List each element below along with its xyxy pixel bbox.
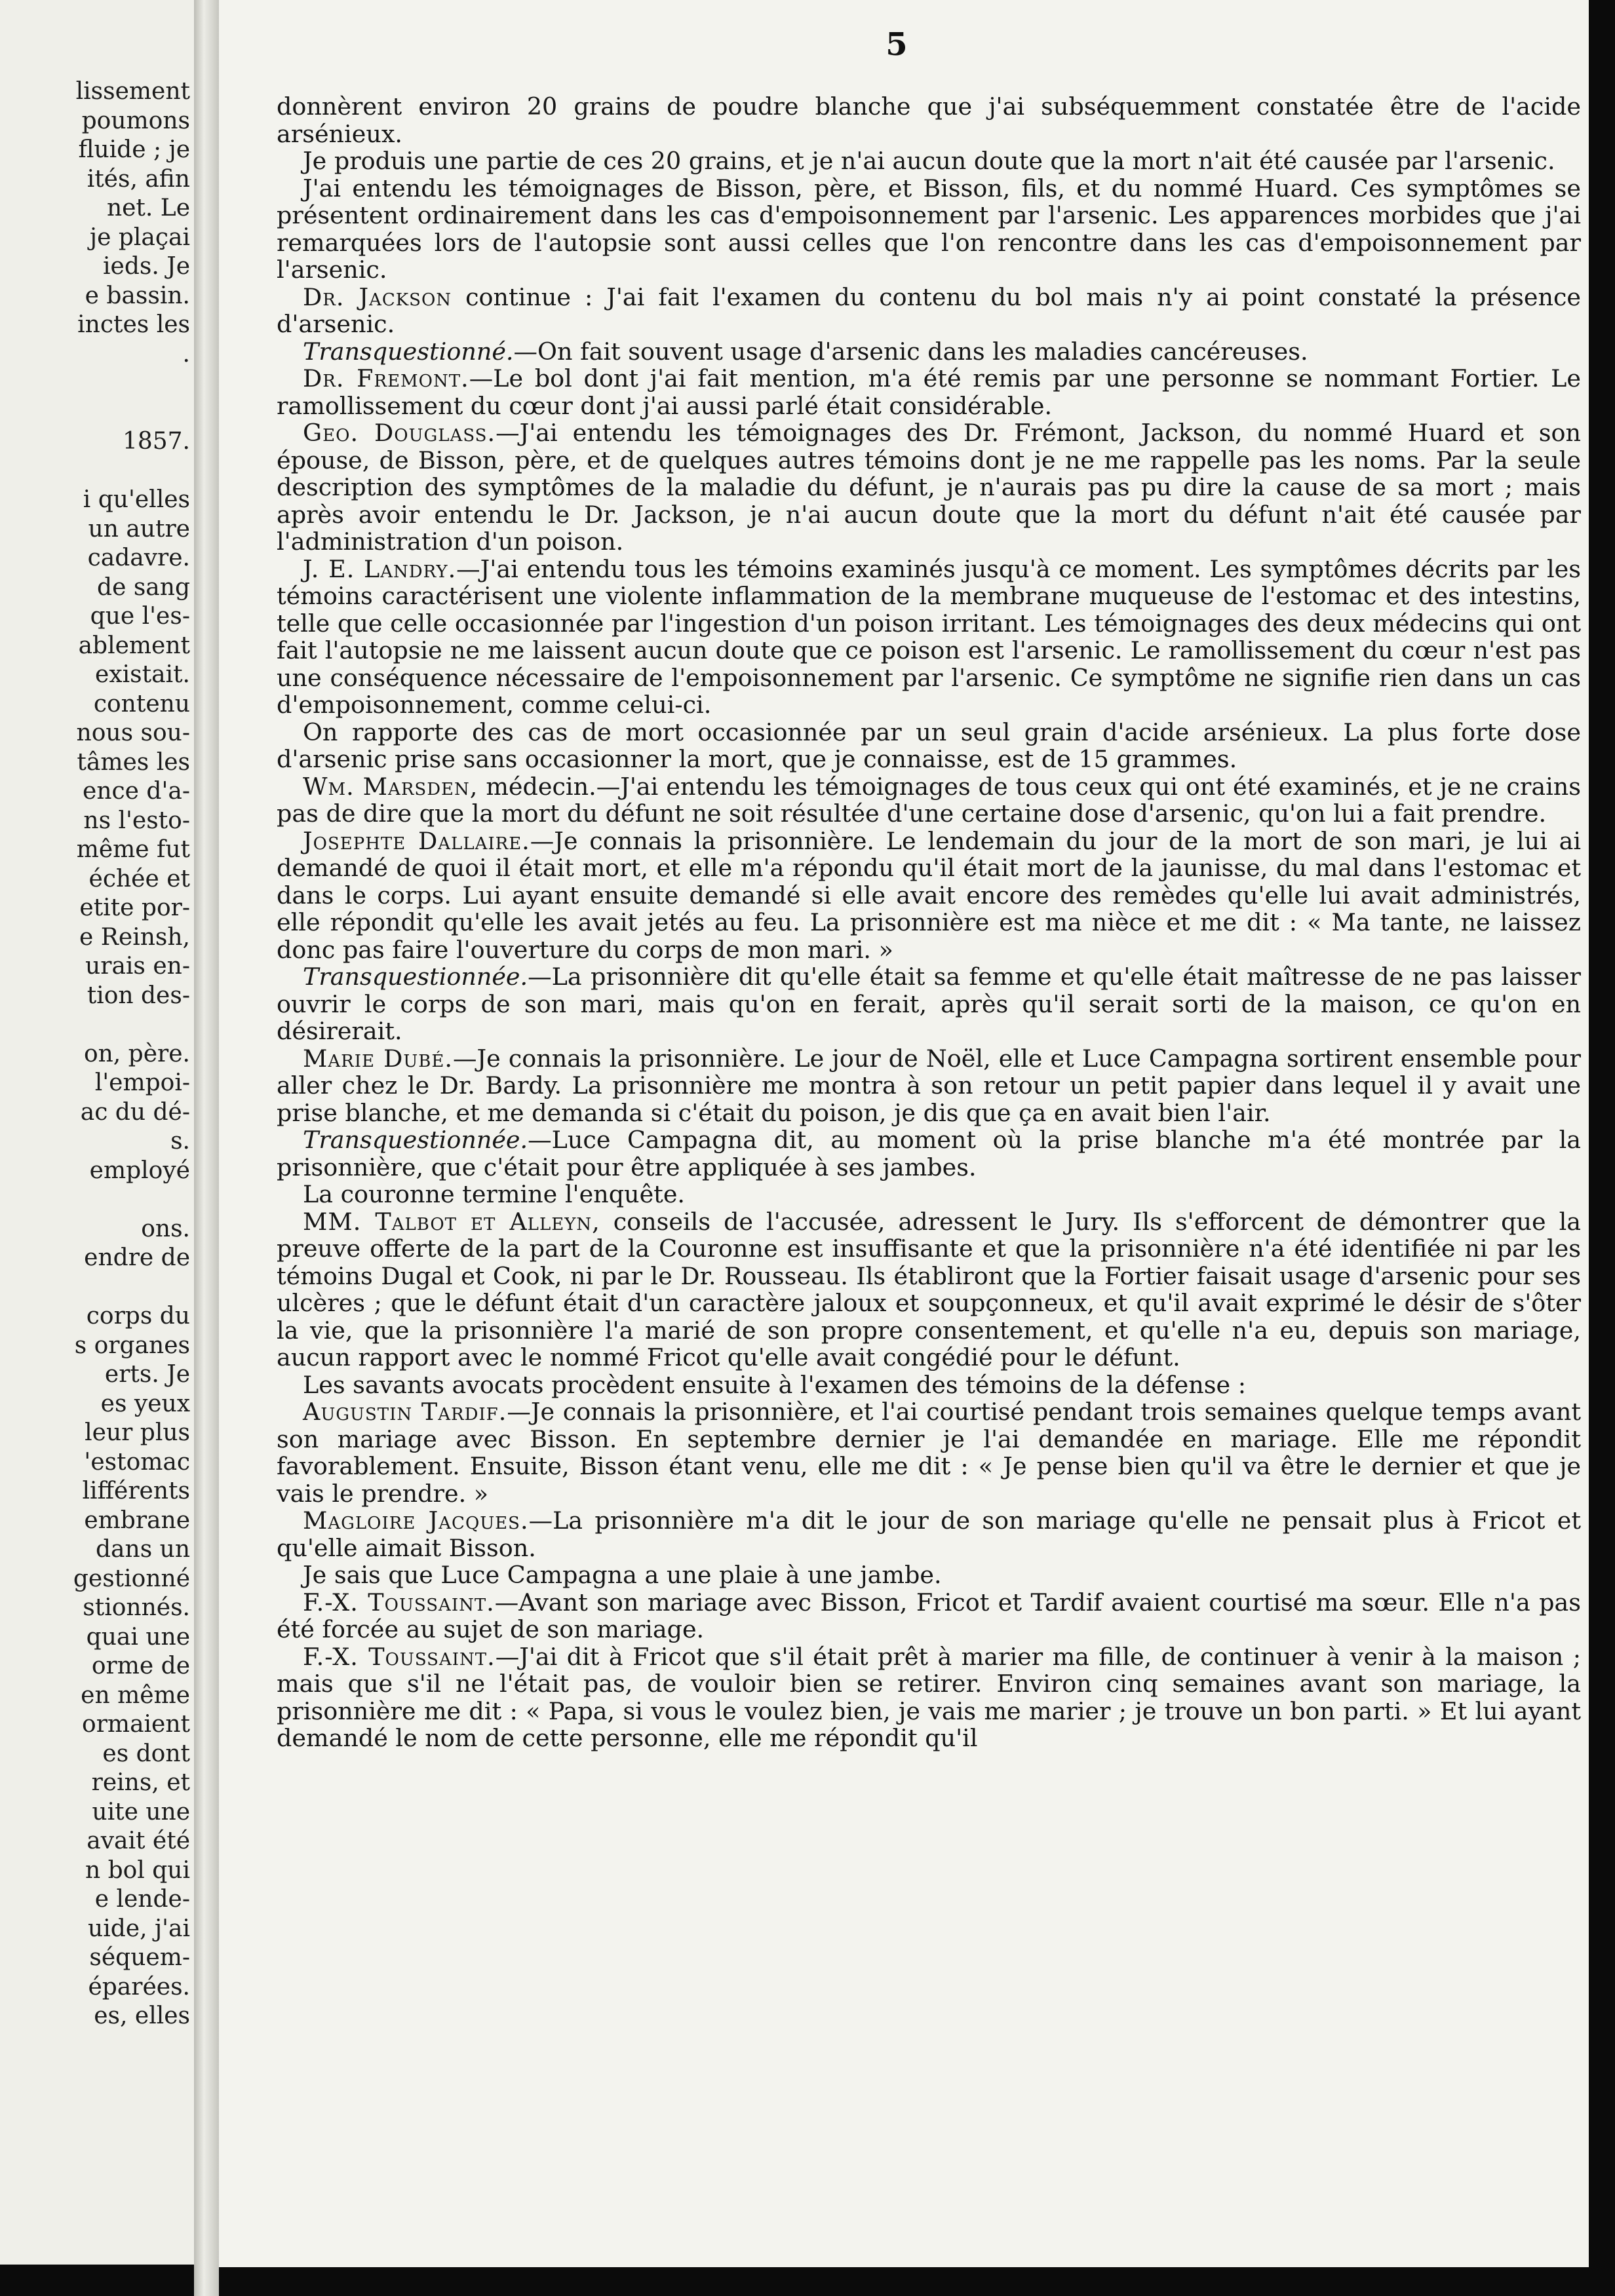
paragraph	[277, 1589, 1581, 1643]
left-fragment-line: employé	[89, 1157, 190, 1184]
left-fragment-line: uide, j'ai	[88, 1915, 190, 1942]
left-fragment-line: urais en-	[85, 953, 190, 980]
left-fragment-line: fluide ; je	[78, 136, 190, 163]
paragraph	[277, 1643, 1581, 1752]
left-fragment-line: de sang	[97, 573, 190, 601]
left-fragment-line: leur plus	[85, 1419, 190, 1446]
left-fragment-line: dans un	[96, 1536, 190, 1563]
left-fragment-line	[0, 1010, 190, 1040]
paragraph	[277, 773, 1581, 828]
paragraph	[277, 1126, 1581, 1181]
left-fragment-line: poumons	[81, 107, 190, 134]
left-fragment-line	[0, 1185, 190, 1215]
document-page	[219, 0, 1589, 2267]
paragraph	[277, 556, 1581, 719]
speaker-name: MM. Talbot et Alleyn,	[303, 1207, 600, 1236]
left-fragment-line	[0, 369, 190, 398]
left-fragment-line: tion des-	[87, 982, 190, 1009]
left-fragment-line: séquem-	[89, 1944, 190, 1971]
paragraph-text: —J'ai entendu tous les témoins examinés jusqu'à ce moment. Les symptômes décrits par les témoins caractérisent une violente inflammation de la membrane muqueuse de l'estomac et des intestins, telle que celle occasionnée par l'ingestion d'un poison irritant. Les témoignages des deux médecins qui ont fait l'autopsie ne me laissent aucun doute que ce poison est l'arsenic. Le ramollissement du cœur n'est pas une conséquence nécessaire de l'empoisonnement par l'arsenic. Ce symptôme ne signifie rien dans un cas d'empoisonnement, comme celui-ci.	[277, 554, 1581, 719]
left-fragment-line: avait été	[87, 1827, 190, 1854]
left-fragment-line: tâmes les	[77, 748, 190, 776]
left-fragment-line: reins, et	[91, 1769, 190, 1796]
left-fragment-line: corps du	[86, 1303, 190, 1330]
paragraph	[277, 1181, 1581, 1208]
cross-examination-label: Transquestionnée.	[303, 963, 528, 991]
left-fragment-line: quai une	[86, 1623, 190, 1651]
left-fragment-line: ns l'esto-	[83, 807, 190, 834]
left-fragment-line: embrane	[84, 1506, 190, 1534]
left-fragment-line: i qu'elles	[83, 486, 190, 513]
left-fragment-line: un autre	[88, 515, 190, 543]
left-fragment-line: ac du dé-	[80, 1098, 190, 1126]
speaker-name: F.-X. Toussaint.	[303, 1588, 495, 1617]
left-fragment-line: cadavre.	[87, 545, 190, 571]
left-fragment-line: stionnés.	[83, 1594, 190, 1621]
left-fragment-line: endre de	[84, 1244, 190, 1271]
paragraph	[277, 365, 1581, 419]
speaker-name: Josephte Dallaire.	[303, 826, 530, 855]
left-fragment-line: que l'es-	[90, 603, 190, 630]
left-fragment-line: es dont	[102, 1740, 190, 1767]
paragraph	[277, 828, 1581, 964]
left-fragment-line: nous sou-	[76, 719, 190, 746]
speaker-name: Augustin Tardif.	[303, 1398, 507, 1426]
left-fragment-line: ieds. Je	[103, 253, 190, 280]
speaker-name: F.-X. Toussaint.	[303, 1642, 496, 1671]
left-fragment-line: s organes	[74, 1331, 190, 1359]
paragraph-text: —J'ai dit à Fricot que s'il était prêt à marier ma fille, de continuer à venir à la maison ; mais que s'il ne l'était pas, de vouloir bien se retirer. Environ cinq semaines avant son mariage, la prisonnière me dit : « Papa, si vous le voulez bien, je vais me marier ; je trouve un bon parti. » Et lui ayant demandé le nom de cette personne, elle me répondit qu'il	[277, 1642, 1581, 1752]
left-fragment-line: erts. Je	[104, 1361, 190, 1388]
paragraph-text: donnèrent environ 20 grains de poudre blanche que j'ai subséquemment constatée être de l'acide arsénieux.	[277, 92, 1581, 148]
speaker-name: Dr. Fremont.	[303, 364, 469, 392]
left-fragment-line: net. Le	[106, 195, 190, 221]
paragraph	[277, 1398, 1581, 1507]
paragraph	[277, 338, 1581, 366]
left-fragment-line: e bassin.	[85, 282, 190, 309]
left-fragment-line: lifférents	[82, 1478, 190, 1504]
paragraph-text: —Je connais la prisonnière, et l'ai courtisé pendant trois semaines quelque temps avant son mariage avec Bisson. En septembre dernier je l'ai demandée en mariage. Elle me répondit favorablement. Ensuite, Bisson étant venu, elle me dit : « Je pense bien qu'il va être le dernier et que je vais le prendre. »	[277, 1398, 1581, 1508]
left-fragment-line: es, elles	[94, 2002, 190, 2029]
paragraph-text: —On fait souvent usage d'arsenic dans les maladies cancéreuses.	[513, 337, 1308, 366]
left-fragment-line: es yeux	[100, 1390, 190, 1417]
page-number: 5	[885, 26, 908, 63]
paragraph-text: continue : J'ai fait l'examen du contenu du bol mais n'y ai point constaté la présence d'arsenic.	[277, 282, 1582, 338]
paragraph-text: —Le bol dont j'ai fait mention, m'a été remis par une personne se nommant Fortier. Le ramollissement du cœur dont j'ai aussi parlé était considérable.	[277, 364, 1581, 420]
speaker-name: Geo. Douglass.	[303, 419, 496, 447]
left-fragment-line: ons.	[141, 1215, 190, 1242]
page-gutter	[194, 0, 219, 2296]
body-text	[277, 93, 1581, 1752]
left-page-text-column	[0, 77, 190, 2031]
paragraph	[277, 1371, 1581, 1399]
paragraph-text: —La prisonnière m'a dit le jour de son mariage qu'elle ne pensait plus à Fricot et qu'elle aimait Bisson.	[277, 1506, 1581, 1562]
paragraph	[277, 1208, 1581, 1371]
left-fragment-line: e Reinsh,	[79, 923, 190, 951]
left-fragment-line: ormaient	[82, 1711, 190, 1738]
left-fragment-line: contenu	[93, 690, 190, 718]
left-fragment-line: je plaçai	[89, 223, 190, 251]
cross-examination-label: Transquestionné.	[303, 337, 514, 366]
left-page-fragment	[0, 0, 194, 2265]
left-fragment-line: n bol qui	[85, 1856, 190, 1884]
paragraph	[277, 1561, 1581, 1589]
speaker-name: Marie Dubé.	[303, 1044, 453, 1073]
paragraph-text: —J'ai entendu les témoignages des Dr. Frémont, Jackson, du nommé Huard et son épouse, de Bisson, père, et de quelques autres témoins dont je ne me rappelle pas les noms. Par la seule description des symptômes de la maladie du défunt, je n'aurais pas pu dire la cause de sa mort ; mais après avoir entendu le Dr. Jackson, je n'ai aucun doute que la mort du défunt n'ait été causée par l'administration d'un poison.	[277, 419, 1581, 556]
left-fragment-line: 1857.	[122, 428, 190, 455]
left-fragment-line: etite por-	[79, 894, 190, 921]
left-fragment-line: on, père.	[83, 1040, 190, 1067]
paragraph	[277, 1507, 1581, 1561]
left-fragment-line: orme de	[91, 1653, 190, 1679]
paragraph-text: —Luce Campagna dit, au moment où la prise blanche m'a été montrée par la prisonnière, que c'était pour être appliquée à ses jambes.	[277, 1126, 1581, 1181]
paragraph-text: —Je connais la prisonnière. Le jour de Noël, elle et Luce Campagna sortirent ensemble pour aller chez le Dr. Bardy. La prisonnière me montra à son retour un petit papier dans lequel il y avait une prise blanche, et me demanda si c'était du poison, je dis que ça en avait bien l'air.	[277, 1044, 1581, 1127]
paragraph-text: conseils de l'accusée, adressent le Jury. Ils s'efforcent de démontrer que la preuve offerte de la part de la Couronne est insuffisante et que la prisonnière n'a été identifiée ni par les témoins Dugal et Cook, ni par le Dr. Rousseau. Ils établiront que la Fortier faisait usage d'arsenic pour ses ulcères ; que le défunt était d'un caractère jaloux et soupçonneux, et qu'il avait exprimé le désir de s'ôter la vie, que la prisonnière l'a marié de son propre consentement, et qu'elle n'a eu, depuis son mariage, aucun rapport avec le nommé Fricot qu'elle avait congédié pour le défunt.	[277, 1207, 1581, 1371]
left-fragment-line: même fut	[76, 836, 190, 863]
paragraph-text: —Je connais la prisonnière. Le lendemain du jour de la mort de son mari, je lui ai demandé de quoi il était mort, et elle m'a répondu qu'il était mort de la jaunisse, du mal dans l'estomac et dans le corps. Lui ayant ensuite demandé si elle avait encore des remèdes qu'elle lui avait administrés, elle répondit qu'elle les avait jetés au feu. La prisonnière est ma nièce et me dit : « Ma tante, ne laissez donc pas faire l'ouverture du corps de mon mari. »	[277, 826, 1581, 964]
paragraph	[277, 1045, 1581, 1127]
left-fragment-line	[0, 1273, 190, 1303]
paragraph-text: Je produis une partie de ces 20 grains, et je n'ai aucun doute que la mort n'ait été causée par l'arsenic.	[303, 147, 1555, 175]
left-fragment-line: ités, afin	[87, 165, 190, 193]
left-fragment-line: éparées.	[88, 1973, 190, 2000]
paragraph	[277, 963, 1581, 1045]
paragraph-text: J'ai entendu les témoignages de Bisson, père, et Bisson, fils, et du nommé Huard. Ces symptômes se présentent ordinairement dans les cas d'empoisonnement par l'arsenic. Les apparences morbides que j'ai remarquées lors de l'autopsie sont aussi celles que l'on rencontre dans les cas d'empoisonnement par l'arsenic.	[277, 174, 1581, 284]
left-fragment-line	[0, 398, 190, 428]
paragraph-text: —Avant son mariage avec Bisson, Fricot et Tardif avaient courtisé ma sœur. Elle n'a pas été forcée au sujet de son mariage.	[277, 1588, 1582, 1643]
left-fragment-line: ence d'a-	[83, 778, 190, 805]
paragraph-text: La couronne termine l'enquête.	[303, 1180, 686, 1208]
paragraph-text: Je sais que Luce Campagna a une plaie à une jambe.	[303, 1561, 942, 1589]
left-fragment-line: l'empoi-	[94, 1069, 190, 1096]
cross-examination-label: Transquestionnée.	[303, 1126, 528, 1154]
paragraph-text: Les savants avocats procèdent ensuite à l'examen des témoins de la défense :	[303, 1370, 1247, 1399]
paragraph	[277, 419, 1581, 556]
paragraph	[277, 175, 1581, 284]
speaker-name: Wm. Marsden,	[303, 772, 478, 801]
left-fragment-line: inctes les	[77, 311, 190, 338]
left-fragment-line: 'estomac	[84, 1448, 190, 1476]
left-fragment-line	[0, 457, 190, 486]
left-fragment-line: .	[182, 340, 190, 368]
left-fragment-line: lissement	[75, 78, 190, 105]
paragraph-text: On rapporte des cas de mort occasionnée par un seul grain d'acide arsénieux. La plus forte dose d'arsenic prise sans occasionner la mort, que je connaisse, est de 15 grammes.	[277, 718, 1581, 773]
paragraph	[277, 93, 1581, 147]
speaker-name: Dr. Jackson	[303, 282, 452, 311]
speaker-name: J. E. Landry.	[303, 554, 457, 583]
left-fragment-line: gestionné	[73, 1565, 190, 1592]
left-fragment-line: ablement	[78, 632, 190, 659]
paragraph	[277, 147, 1581, 175]
paragraph	[277, 284, 1581, 338]
left-fragment-line: échée et	[88, 865, 190, 892]
left-fragment-line: en même	[81, 1681, 190, 1709]
paragraph-text: médecin.—J'ai entendu les témoignages de tous ceux qui ont été examinés, et je ne crains pas de dire que la mort du défunt ne soit résultée d'une certaine dose d'arsenic, qu'on lui a fait prendre.	[277, 772, 1581, 828]
left-fragment-line: s.	[170, 1128, 190, 1155]
paragraph	[277, 719, 1581, 773]
speaker-name: Magloire Jacques.	[303, 1506, 529, 1535]
left-fragment-line: uite une	[92, 1798, 190, 1826]
paragraph-text: —La prisonnière dit qu'elle était sa femme et qu'elle était maîtresse de ne pas laisser ouvrir le corps de son mari, mais qu'on en ferait, après qu'il serait sorti de la maison, ce qu'on en désirerait.	[277, 963, 1581, 1045]
left-fragment-line: existait.	[95, 661, 190, 688]
left-fragment-line: e lende-	[94, 1886, 190, 1913]
